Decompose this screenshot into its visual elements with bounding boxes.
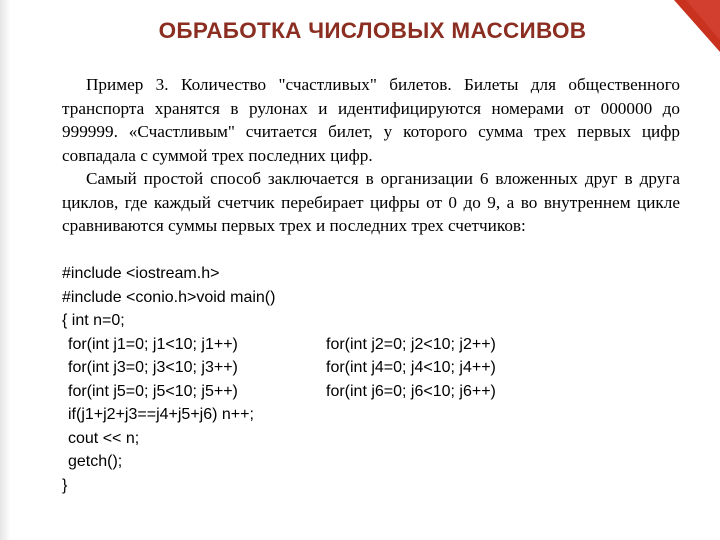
code-loop-j5: for(int j5=0; j5<10; j5++): [68, 382, 238, 400]
code-line-include-conio: #include <conio.h>void main(): [62, 288, 276, 306]
slide-left-edge: [0, 0, 10, 540]
slide-body: [62, 73, 680, 238]
code-loop-row: [62, 356, 496, 380]
code-listing: [62, 262, 496, 497]
code-loop-j1: for(int j1=0; j1<10; j1++): [68, 335, 238, 353]
paragraph-method: Самый простой способ заключается в организации 6 вложенных друг в друга циклов, где каждый счетчик перебирает цифры от 0 до 9, а во внутреннем цикле сравниваются суммы первых трех и последних трех счетчиков:: [62, 169, 680, 235]
paragraph-intro: Пример 3. Количество "счастливых" билетов. Билеты для общественного транспорта хранятся в рулонах и идентифицируются номерами от 000000 до 999999. «Счастливым" считается билет, у которого сумма трех первых цифр совпадала с суммой трех последних цифр.: [62, 75, 680, 165]
slide-title: ОБРАБОТКА ЧИСЛОВЫХ МАССИВОВ: [158, 18, 587, 43]
code-line-if: if(j1+j2+j3==j4+j5+j6) n++;: [68, 406, 254, 423]
code-loop-j3: for(int j3=0; j3<10; j3++): [68, 359, 238, 376]
code-line-open-brace: { int n=0;: [62, 312, 125, 329]
code-line-getch: getch();: [68, 453, 123, 470]
code-line-close-brace: }: [62, 476, 68, 494]
code-loop-row: [62, 380, 496, 404]
code-loop-j4: for(int j4=0; j4<10; j4++): [326, 359, 496, 376]
code-line-include-iostream: #include <iostream.h>: [62, 265, 220, 282]
code-loop-row: [62, 333, 496, 357]
corner-accent-icon: [674, 0, 720, 52]
code-loop-j2: for(int j2=0; j2<10; j2++): [326, 335, 496, 353]
code-loop-j6: for(int j6=0; j6<10; j6++): [326, 382, 496, 400]
code-line-cout: cout << n;: [68, 429, 140, 447]
